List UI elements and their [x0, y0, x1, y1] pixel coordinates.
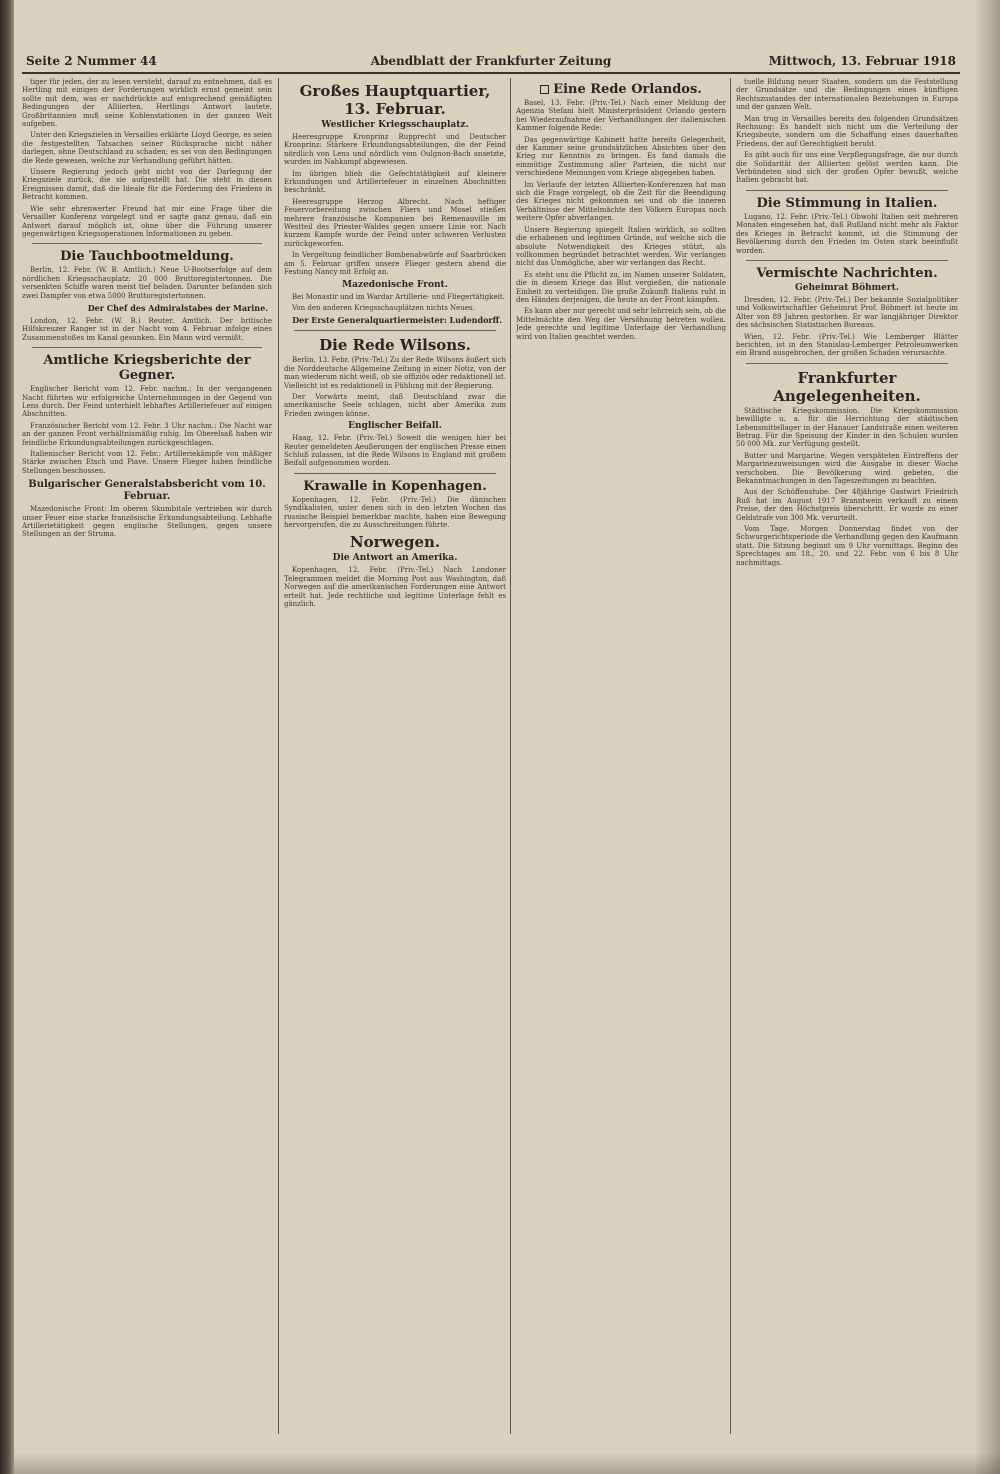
article-paragraph: Heeresgruppe Herzog Albrecht. Nach heftiger Feuervorbereitung zwischen Fliers und Mosel stießen mehrere französische Kompanien bei Remenauville im Westteil des Priester-Waldes gegen unsere Linie vor. Nach kurzem Kampfe wurde der Feind unter schweren Verlusten zurückgeworfen. — [284, 197, 506, 248]
page-edge-shadow — [974, 0, 1000, 1474]
article-paragraph: Im Verlaufe der letzten Alliierten-Konferenzen hat man sich die Frage vorgelegt, ob die Zeit für die Beendigung des Krieges nicht gekommen sei und ob die inneren Verhältnisse der Mittelmächte den Völkern Europas noch weitere Opfer abverlangen. — [516, 180, 726, 223]
article-paragraph: Von den anderen Kriegsschauplätzen nichts Neues. — [292, 303, 475, 312]
article-paragraph: Haag, 12. Febr. (Priv.-Tel.) Soweit die wenigen hier bei Reuter gemeldeten Aeußerungen der englischen Presse einen Schluß zulassen, ist die Rede Wilsons in England mit großem Beifall aufgenommen worden. — [284, 434, 506, 468]
article-paragraph: Im übrigen blieb die Gefechtstätigkeit auf kleinere Erkundungen und Artilleriefeuer in einzelnen Abschnitten beschränkt. — [284, 169, 506, 195]
headline-krawalle: Krawalle in Kopenhagen. — [303, 478, 487, 494]
article-paragraph: Städtische Kriegskommission. Die Kriegskommission bewilligte u. a. für die Herrichtung der städtischen Lebensmittellager in der Hanauer Landstraße einen weiteren Betrag. Für die Speisung der Kinder in den Schulen wurden 50 000 Mk. zur Verfügung gestellt. — [736, 406, 958, 449]
header-masthead: Abendblatt der Frankfurter Zeitung — [370, 54, 612, 68]
headline-bulgarischer-bericht: Bulgarischer Generalstabsbericht vom 10. Februar. — [28, 479, 266, 503]
subhead-englischer-beifall: Englischer Beifall. — [348, 421, 442, 432]
article-paragraph: Basel, 13. Febr. (Priv.-Tel.) Nach einer Meldung der Agenzia Stefani hielt Ministerpräsident Orlando gestern bei Wiederaufnahme der Verhandlungen der italienischen Kammer folgende Rede: — [516, 99, 726, 133]
article-paragraph: tuelle Bildung neuer Staaten, sondern um die Feststellung der Grundsätze und die Bedingungen eines künftigen Rechtszustandes der internationalen Beziehungen in Europa und der ganzen Welt. — [736, 78, 958, 112]
article-paragraph: Vom Tage. Morgen Donnerstag findet von der Schwurgerichtsperiode die Verhandlung gegen den Kaufmann statt. Die Sitzung beginnt um 9 Uhr vormittags. Beginn des Sprechtages am 18., 20. und 22. Febr. von 6 bis 8 Uhr nachmittags. — [736, 525, 958, 567]
article-paragraph: Dresden, 12. Febr. (Priv.-Tel.) Der bekannte Sozialpolitiker und Volkswirtschaftler Geheimrat Prof. Böhmert ist heute im Alter von 89 Jahren gestorben. Er war langjähriger Direktor des sächsischen Statistischen Bureaus. — [736, 295, 958, 330]
section-separator — [32, 347, 262, 348]
article-paragraph: Es kann aber nur gerecht und sehr lehrreich sein, ob die Mittelmächte den Weg der Versöhnung betreten wollen. Jede gerechte und legitime Unterlage der Verhandlung wird von Italien geachtet werden. — [516, 307, 726, 341]
headline-vermischte-nachrichten: Vermischte Nachrichten. — [756, 265, 938, 281]
article-paragraph: Unsere Regierung jedoch geht nicht von der Darlegung der Kriegsziele zurück, die sie aufgestellt hat. Die steht in diesen Ereignissen damit, daß die Ideale für die Förderung des Friedens in Betracht kommen. — [22, 168, 272, 202]
header-date: Mittwoch, 13. Februar 1918 — [768, 54, 956, 68]
column-rule — [730, 78, 731, 1434]
article-paragraph: Wien, 12. Febr. (Priv.-Tel.) Wie Lemberger Blätter berichten, ist in den Stanislau-Lemberger Petroleumwerken ein Brand ausgebrochen, der großen Schaden verursachte. — [736, 332, 958, 358]
article-paragraph: Unter den Kriegszielen in Versailles erklärte Lloyd George, es seien die festgestellten Tatsachen seiner Rücksprache nicht näher darlegen, ohne Deutschland zu schaden; es sei von den Bedingungen die Rede gewesen, welche zur Verhandlung geführt hätten. — [22, 131, 272, 165]
section-separator — [294, 330, 496, 331]
column-rule — [278, 78, 279, 1434]
headline-rede-wilsons: Die Rede Wilsons. — [319, 336, 471, 355]
page-header — [22, 52, 960, 74]
headline-amtliche-berichte: Amtliche Kriegsberichte der Gegner. — [43, 353, 251, 384]
headline-norwegen: Norwegen. — [349, 533, 441, 552]
page-bottom-shadow — [14, 1452, 1000, 1474]
headline-hauptquartier: Großes Hauptquartier, 13. Februar. — [299, 82, 491, 118]
article-paragraph: Berlin, 12. Febr. (W. B. Amtlich.) Neue U-Bootserfolge auf dem nördlichen Kriegsschauplatz: 20 000 Bruttoregistertonnen. Die versenkten Schiffe waren meist tief beladen. Darunter befanden sich zwei Dampfer von etwa 5000 Bruttoregistertonnen. — [22, 266, 272, 300]
headline-rede-orlandos — [516, 82, 726, 97]
article-paragraph: Englischer Bericht vom 12. Febr. nachm.: In der vergangenen Nacht führten wir erfolgreiche Unternehmungen in der Gegend von Lens durch. Der Feind unterhielt lebhaftes Artilleriefeuer auf einigen Abschnitten. — [22, 385, 272, 419]
column-rule — [510, 78, 511, 1434]
subhead-boehmert: Geheimrat Böhmert. — [795, 282, 899, 293]
subhead-antwort-amerika: Die Antwort an Amerika. — [332, 553, 458, 564]
headline-stimmung-italien: Die Stimmung in Italien. — [756, 195, 938, 211]
book-binding — [0, 0, 14, 1474]
article-paragraph: Das gegenwärtige Kabinett hatte bereits Gelegenheit, der Kammer seine grundsätzlichen Absichten über den Krieg zur Kenntnis zu bringen. Es fand damals die einmütige Zustimmung aller Parteien, die nicht nur verschiedene Meinungen vom Kriege abgegeben haben. — [516, 135, 726, 178]
header-page-number: Seite 2 Nummer 44 — [26, 54, 157, 68]
signature: Der Erste Generalquartiermeister: Ludendorff. — [292, 315, 502, 326]
article-paragraph: Heeresgruppe Kronprinz Rupprecht und Deutscher Kronprinz: Stärkere Erkundungsabteilungen, die der Feind nördlich von Lens und nördlich vom Oulgnon-Bach ansetzte, wurden im Nahkampf abgewiesen. — [284, 133, 506, 167]
article-paragraph: Man trug in Versailles bereits den folgenden Grundsätzen Rechnung: Es handelt sich nicht um die Verteilung der Kriegsbeute, sondern um die Schaffung eines dauerhaften Friedens, der auf Gerechtigkeit beruht. — [736, 114, 958, 148]
article-paragraph: Es steht uns die Pflicht zu, im Namen unserer Soldaten, die in diesem Kriege das Blut vergießen, die nationale Einheit zu verteidigen. Die große Zukunft Italiens ruht in den Händen derjenigen, die heute an der Front kämpfen. — [516, 270, 726, 304]
subhead-west: Westlicher Kriegsschauplatz. — [321, 120, 469, 130]
column-3 — [516, 78, 726, 1434]
article-paragraph: In Vergeltung feindlicher Bombenabwürfe auf Saarbrücken am 5. Februar griffen unsere Flieger gestern abend die Festung Nancy mit Erfolg an. — [284, 251, 506, 277]
article-paragraph: Kopenhagen, 12. Febr. (Priv.-Tel.) Die dänischen Syndikalisten, unter denen sich in den letzten Wochen das russische Beispiel bemerkbar machte, haben eine Bewegung hervorgerufen, die zu Ausschreitungen führte. — [284, 495, 506, 529]
column-1 — [22, 78, 272, 1434]
article-paragraph: Italienischer Bericht vom 12. Febr.: Artilleriekämpfe von mäßiger Stärke zwischen Etsch und Piave. Unsere Flieger haben feindliche Stellungen beschossen. — [22, 450, 272, 475]
headline-tauchboot: Die Tauchbootmeldung. — [60, 249, 234, 265]
column-2 — [284, 78, 506, 1434]
section-separator — [746, 190, 948, 191]
article-paragraph: Französischer Bericht vom 12. Febr. 3 Uhr nachm.: Die Nacht war an der ganzen Front verhältnismäßig ruhig. Im Oberelsaß haben wir feindliche Erkundungsabteilungen zurückgeschlagen. — [22, 421, 272, 447]
headline-frankfurter-angelegenheiten: Frankfurter Angelegenheiten. — [773, 368, 921, 405]
article-paragraph: Aus der Schöffenstube. Der 48jährige Gastwirt Friedrich Ruß hat im August 1917 Branntwein verkauft zu einem Preise, der den Höchstpreis überschritt. Er wurde zu einer Geldstrafe von 300 Mk. verurteilt. — [736, 488, 958, 522]
column-4 — [736, 78, 958, 1434]
square-ornament-icon — [540, 85, 549, 94]
article-paragraph: Unsere Regierung spiegelt Italien wirklich, so sollten die erhabenen und legitimen Gründe, auf welche sich die absolute Notwendigkeit des Krieges stützt, als vollkommen begründet betrachtet werden. Wir verlangen nicht das Unmögliche, aber wir verlangen das Recht. — [516, 225, 726, 268]
section-separator — [32, 243, 262, 244]
signature: Der Chef des Admiralstabes der Marine. — [87, 302, 268, 313]
article-paragraph: Mazedonische Front: Im oberen Skumbitale vertrieben wir durch unser Feuer eine starke französische Erkundungsabteilung. Lebhafte Artillerietätigkeit gegen englische Stellungen, gegen unsere Stellungen an der Struma. — [22, 505, 272, 539]
article-paragraph: Butter und Margarine. Wegen verspäteten Eintreffens der Margarinezuweisungen wird die Ausgabe in dieser Woche verschoben. Die Bevölkerung wird gebeten, die Bekanntmachungen in den Tageszeitungen zu beachten. — [736, 451, 958, 485]
headline-text: Eine Rede Orlandos. — [553, 82, 702, 97]
article-paragraph: tiger für jeden, der zu lesen versteht, darauf zu entnehmen, daß es Hertling mit einigen der Forderungen wirklich ernst gemeint sein sollte mit dem, was er nachdrückte auf entsprechend gemäßigten Bedingungen der Alliierten. Hertlings Antwort lautete, Großbritannien muß seine Kohlenstationen in der ganzen Welt aufgeben. — [22, 78, 272, 129]
article-paragraph: Der Vorwärts meint, daß Deutschland zwar die amerikanische Seele schlagen, nicht aber Amerika zum Frieden zwingen könne. — [284, 392, 506, 418]
section-separator — [294, 473, 496, 474]
article-paragraph: Lugano, 12. Febr. (Priv.-Tel.) Obwohl Italien seit mehreren Monaten eingesehen hat, daß Rußland nicht mehr als Faktor des Krieges in Betracht kommt, ist die Stimmung der Bevölkerung durch den Frieden im Osten stark beeinflußt worden. — [736, 212, 958, 255]
article-paragraph: London, 12. Febr. (W. B.) Reuter. Amtlich. Der britische Hilfskreuzer Ranger ist in der Nacht vom 4. Februar infolge eines Zusammenstoßes im Kanal gesunken. Ein Mann wird vermißt. — [22, 316, 272, 342]
article-paragraph: Berlin, 13. Febr. (Priv.-Tel.) Zu der Rede Wilsons äußert sich die Norddeutsche Allgemeine Zeitung in einer Notiz, von der man wiederum nicht weiß, ob sie offiziös oder redaktionell ist. Vielleicht ist es redaktionell in Fühlung mit der Regierung. — [284, 356, 506, 390]
article-paragraph: Bei Monastir und im Wardar Artillerie- und Fliegertätigkeit. — [292, 292, 505, 301]
section-separator — [746, 260, 948, 261]
article-paragraph: Es gibt auch für uns eine Verpflegungsfrage, die nur durch die Solidarität der Alliierten gelöst werden kann. Die Verbündeten sind sich der großen Opfer bewußt, welche Italien gebracht hat. — [736, 151, 958, 185]
article-paragraph: Wie sehr ehrenwerter Freund hat mir eine Frage über die Versailler Konferenz vorgelegt und er sagte ganz genau, daß ein Antwort darauf möglich ist, ohne über die Führung unserer gegenwärtigen Kriegsoperationen Informationen zu geben. — [22, 204, 272, 238]
section-separator — [746, 363, 948, 364]
subhead-mazedonien: Mazedonische Front. — [342, 279, 448, 290]
article-paragraph: Kopenhagen, 12. Febr. (Priv.-Tel.) Nach Londoner Telegrammen meldet die Morning Post aus Washington, daß Norwegen auf die amerikanischen Forderungen eine Antwort erteilt hat. Jede rechtliche und legitime Unterlage fehlt es gänzlich. — [284, 566, 506, 609]
